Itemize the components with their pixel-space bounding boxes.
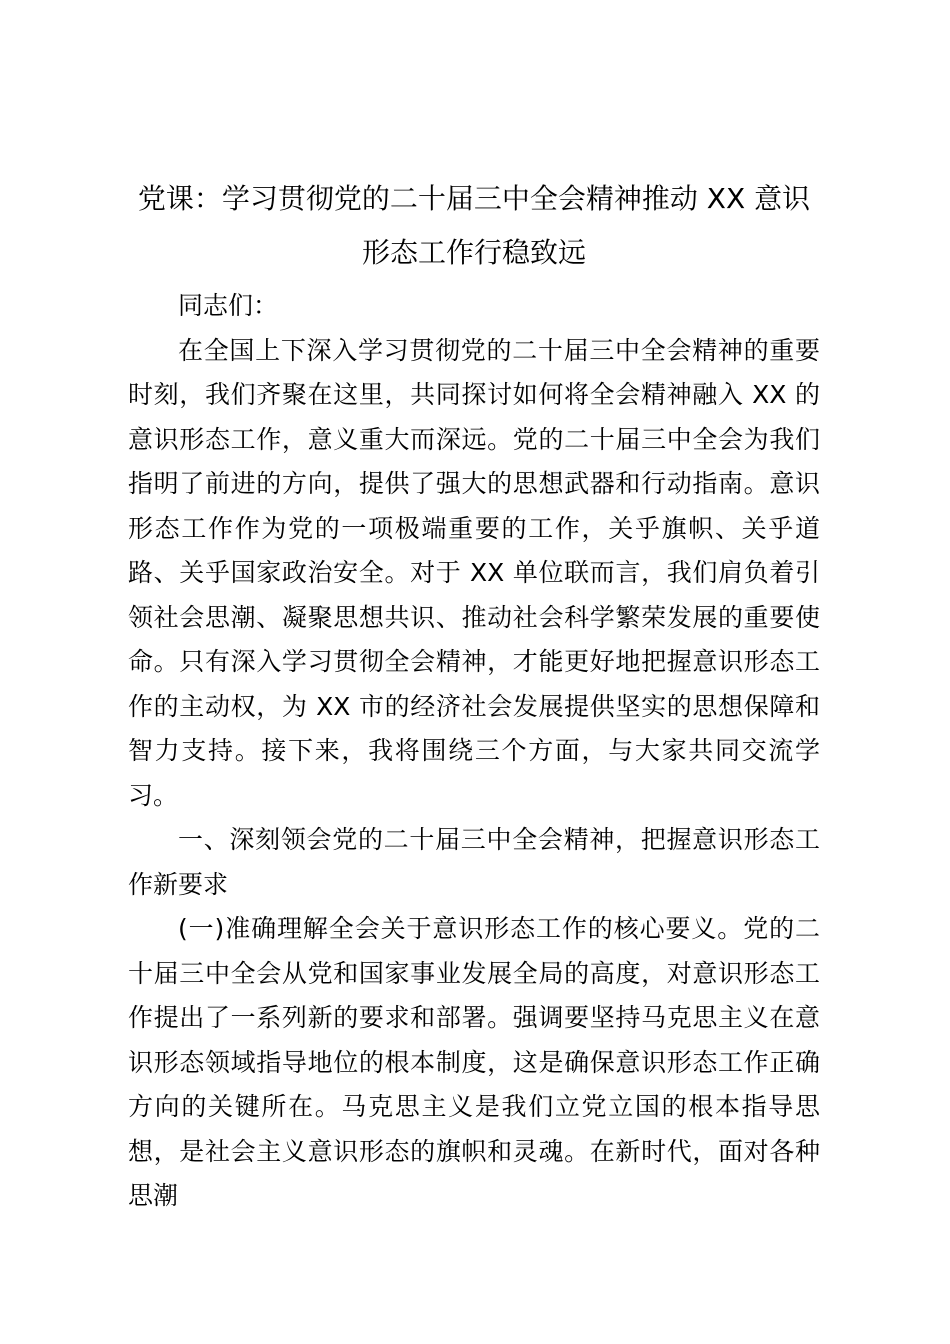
intro-paragraph: 在全国上下深入学习贯彻党的二十届三中全会精神的重要时刻，我们齐聚在这里，共同探讨如何将全会精神融入 XX 的意识形态工作，意义重大而深远。党的二十届三中全会为我们指明了前进的方向，提供了强大的思想武器和行动指南。意识形态工作作为党的一项极端重要的工作，关乎旗帜、关乎道路、关乎国家政治安全。对于 XX 单位联而言，我们肩负着引领社会思潮、凝聚思想共识、推动社会科学繁荣发展的重要使命。只有深入学习贯彻全会精神，才能更好地把握意识形态工作的主动权，为 XX 市的经济社会发展提供坚实的思想保障和智力支持。接下来，我将围绕三个方面，与大家共同交流学习。 <box>128 335 820 810</box>
document-title-line-1: 党课：学习贯彻党的二十届三中全会精神推动 XX 意识 <box>137 182 811 215</box>
subsection-paragraph-1: (一)准确理解全会关于意识形态工作的核心要义。党的二十届三中全会从党和国家事业发展全局的高度，对意识形态工作提出了一系列新的要求和部署。强调要坚持马克思主义在意识形态领域指导地位的根本制度，这是确保意识形态工作正确方向的关键所在。马克思主义是我们立党立国的根本指导思想，是社会主义意识形态的旗帜和灵魂。在新时代，面对各种思潮 <box>128 914 820 1210</box>
section-heading-1: 一、深刻领会党的二十届三中全会精神，把握意识形态工作新要求 <box>128 825 820 899</box>
salutation: 同志们： <box>178 291 279 320</box>
document-title <box>128 172 820 280</box>
document-title-line-2: 形态工作行稳致远 <box>361 236 586 269</box>
document-content <box>128 172 820 1219</box>
